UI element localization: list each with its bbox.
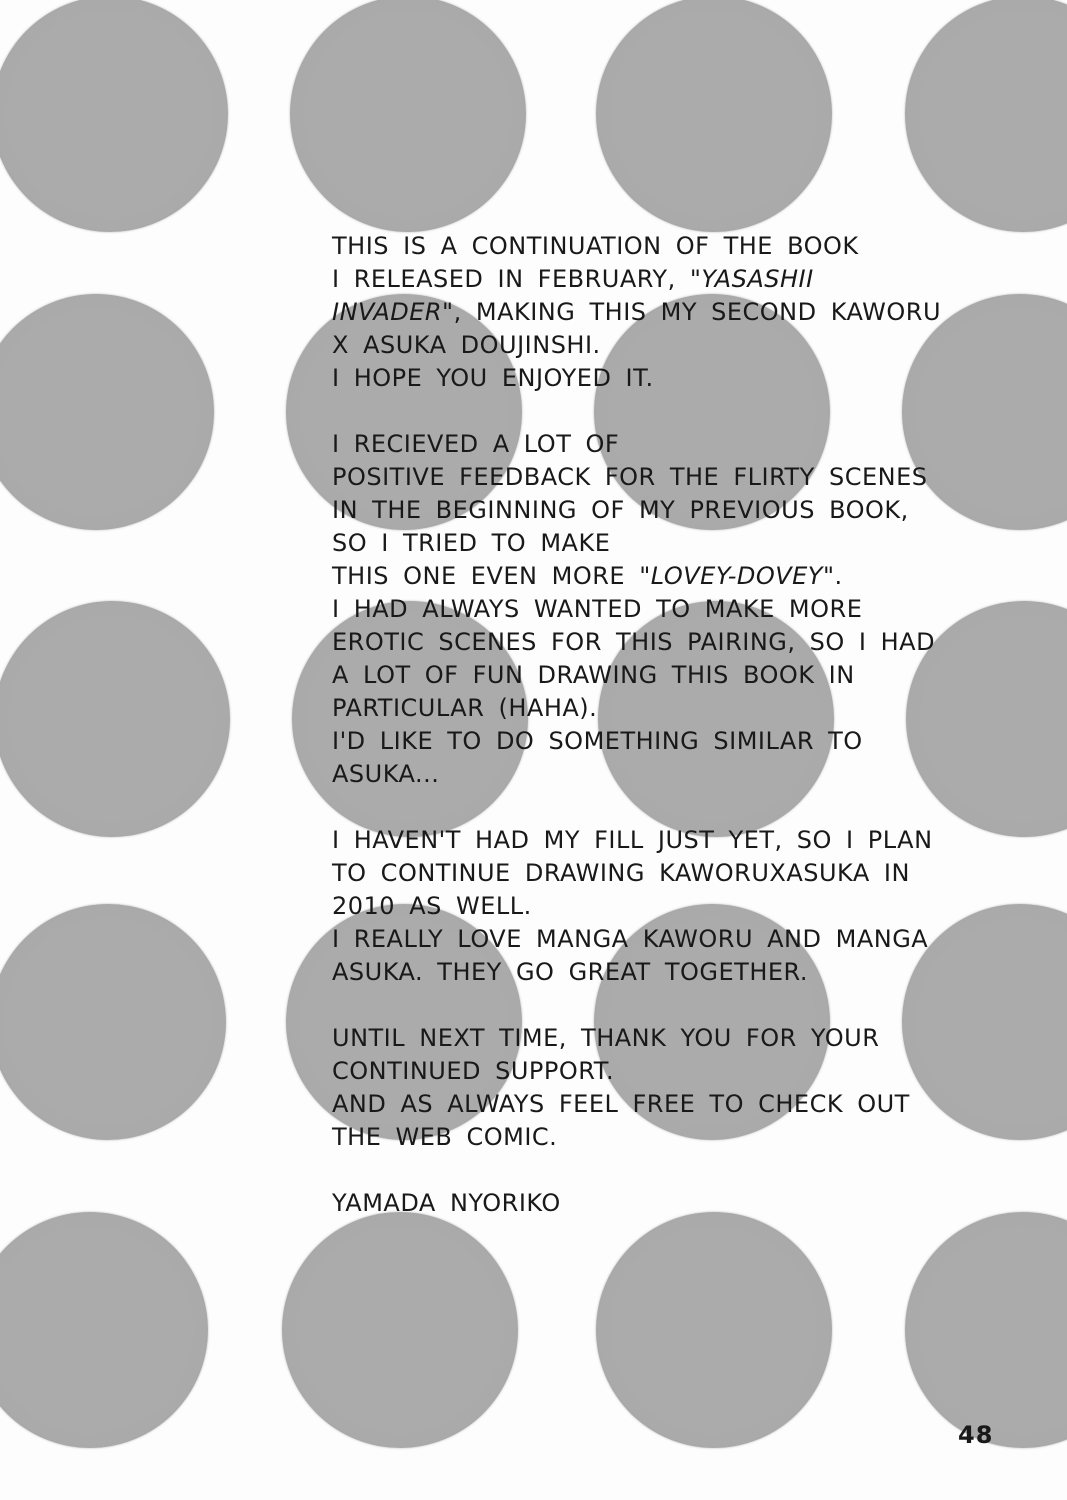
text-run: UNTIL NEXT TIME, THANK YOU FOR YOUR (332, 1024, 880, 1052)
afterword-line (332, 428, 1042, 461)
afterword-line (332, 1154, 1042, 1187)
text-run: ASUKA. THEY GO GREAT TOGETHER. (332, 958, 808, 986)
afterword-text (332, 230, 1042, 1220)
afterword-line (332, 1022, 1042, 1055)
polka-dot (596, 0, 832, 232)
text-run: ASUKA... (332, 760, 440, 788)
text-run: , MAKING THIS MY SECOND KAWORU (453, 298, 942, 326)
afterword-line (332, 989, 1042, 1022)
afterword-line (332, 1055, 1042, 1088)
afterword-line (332, 263, 1042, 296)
polka-dot (596, 1212, 832, 1448)
polka-dot (0, 0, 228, 232)
afterword-line (332, 461, 1042, 494)
afterword-line (332, 791, 1042, 824)
text-run: CONTINUED SUPPORT. (332, 1057, 615, 1085)
afterword-line (332, 890, 1042, 923)
afterword-line (332, 956, 1042, 989)
polka-dot (0, 294, 214, 530)
polka-dot (290, 0, 526, 232)
italic-text-run: "LOVEY-DOVEY" (639, 562, 835, 590)
polka-dot (0, 601, 230, 837)
text-run: I RECIEVED A LOT OF (332, 430, 620, 458)
afterword-line (332, 560, 1042, 593)
italic-text-run: INVADER" (332, 298, 454, 326)
afterword-line (332, 395, 1042, 428)
afterword-line (332, 329, 1042, 362)
text-run: 2010 AS WELL. (332, 892, 532, 920)
text-run: I HAD ALWAYS WANTED TO MAKE MORE (332, 595, 863, 623)
text-run: SO I TRIED TO MAKE (332, 529, 611, 557)
polka-dot (905, 1212, 1067, 1448)
text-run: YAMADA NYORIKO (332, 1189, 561, 1217)
text-run: I HAVEN'T HAD MY FILL JUST YET, SO I PLAN (332, 826, 933, 854)
text-run: I HOPE YOU ENJOYED IT. (332, 364, 654, 392)
afterword-line (332, 296, 1042, 329)
text-run: THIS ONE EVEN MORE (332, 562, 640, 590)
polka-dot (0, 1212, 208, 1448)
afterword-line (332, 230, 1042, 263)
text-run: I RELEASED IN FEBRUARY, (332, 265, 690, 293)
text-run: X ASUKA DOUJINSHI. (332, 331, 601, 359)
afterword-line (332, 1187, 1042, 1220)
text-run: A LOT OF FUN DRAWING THIS BOOK IN (332, 661, 855, 689)
afterword-line (332, 923, 1042, 956)
text-run: PARTICULAR (HAHA). (332, 694, 598, 722)
page-number: 48 (958, 1421, 994, 1449)
afterword-line (332, 626, 1042, 659)
text-run: AND AS ALWAYS FEEL FREE TO CHECK OUT (332, 1090, 910, 1118)
afterword-line (332, 1088, 1042, 1121)
text-run: . (834, 562, 843, 590)
italic-text-run: "YASASHII (689, 265, 814, 293)
afterword-line (332, 824, 1042, 857)
afterword-line (332, 725, 1042, 758)
afterword-line (332, 527, 1042, 560)
afterword-line (332, 857, 1042, 890)
text-run: IN THE BEGINNING OF MY PREVIOUS BOOK, (332, 496, 909, 524)
polka-dot (0, 904, 226, 1140)
afterword-line (332, 362, 1042, 395)
text-run: POSITIVE FEEDBACK FOR THE FLIRTY SCENES (332, 463, 928, 491)
afterword-line (332, 1121, 1042, 1154)
text-run: THIS IS A CONTINUATION OF THE BOOK (332, 232, 859, 260)
text-run: TO CONTINUE DRAWING KAWORUXASUKA IN (332, 859, 910, 887)
text-run: THE WEB COMIC. (332, 1123, 558, 1151)
afterword-line (332, 659, 1042, 692)
afterword-line (332, 758, 1042, 791)
polka-dot (905, 0, 1067, 232)
afterword-line (332, 692, 1042, 725)
text-run: I'D LIKE TO DO SOMETHING SIMILAR TO (332, 727, 863, 755)
polka-dot (282, 1212, 518, 1448)
afterword-line (332, 494, 1042, 527)
text-run: EROTIC SCENES FOR THIS PAIRING, SO I HAD (332, 628, 936, 656)
afterword-line (332, 593, 1042, 626)
text-run: I REALLY LOVE MANGA KAWORU AND MANGA (332, 925, 929, 953)
